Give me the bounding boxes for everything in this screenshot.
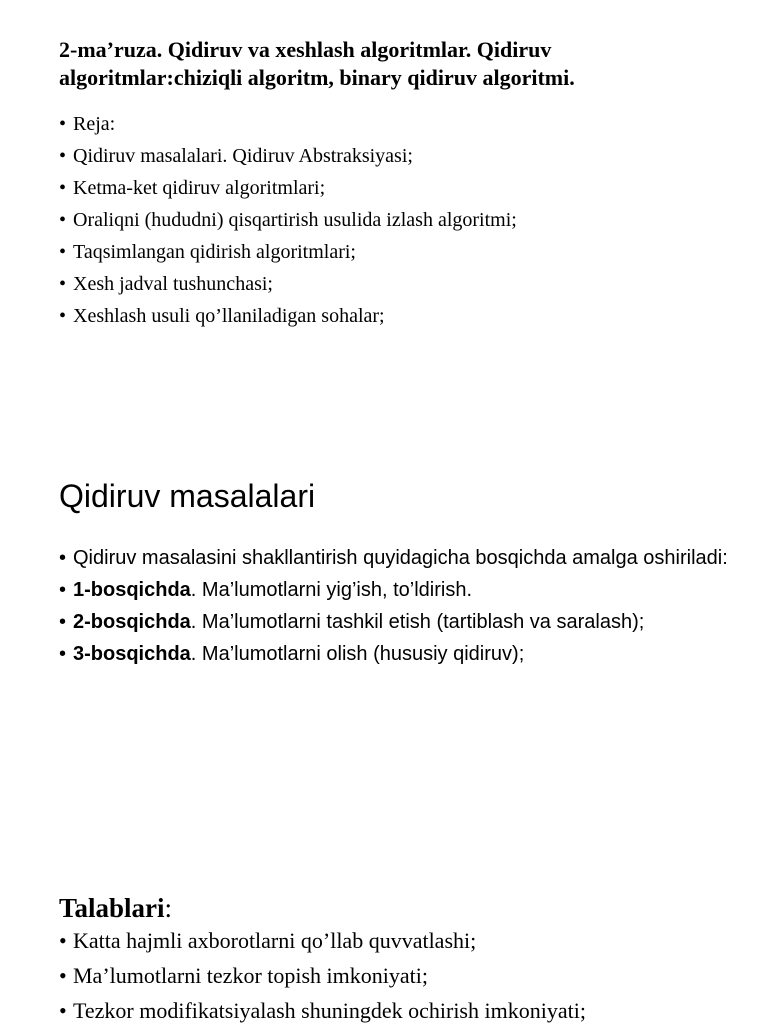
bullet-icon: •: [59, 113, 67, 135]
list-item-text: Taqsimlangan qidirish algoritmlari;: [73, 241, 356, 263]
list-item: [59, 642, 728, 666]
list-item-text: Qidiruv masalasini shakllantirish quyidagicha bosqichda amalga oshiriladi:: [73, 547, 728, 569]
step-label: 1-bosqichda: [73, 579, 191, 601]
slide-search-tasks: [59, 476, 728, 674]
bullet-icon: •: [59, 241, 67, 263]
bullet-icon: •: [59, 963, 67, 988]
list-item-text: Ma’lumotlarni tezkor topish imkoniyati;: [73, 963, 428, 988]
bullet-icon: •: [59, 928, 67, 953]
list-item: [59, 208, 728, 232]
steps-list: [59, 546, 728, 666]
bullet-icon: •: [59, 547, 67, 569]
step-label: 3-bosqichda: [73, 643, 191, 665]
section-title-colon: :: [164, 893, 173, 923]
list-item: [59, 304, 728, 328]
bullet-icon: •: [59, 579, 67, 601]
list-item-text: Xesh jadval tushunchasi;: [73, 273, 273, 295]
bullet-icon: •: [59, 643, 67, 665]
list-item-text: Ketma-ket qidiruv algoritmlari;: [73, 177, 326, 199]
bullet-icon: •: [59, 145, 67, 167]
step-text: . Ma’lumotlarni tashkil etish (tartiblash va saralash);: [190, 611, 645, 633]
list-item-text: Qidiruv masalalari. Qidiruv Abstraksiyasi;: [73, 145, 413, 167]
list-item: [59, 997, 728, 1024]
list-item: [59, 927, 728, 954]
list-item: [59, 112, 728, 136]
list-item: [59, 610, 728, 634]
list-item-text: Katta hajmli axborotlarni qo’llab quvvatlashi;: [73, 928, 477, 953]
list-item: [59, 144, 728, 168]
slide-requirements: [59, 891, 728, 1032]
lecture-title: 2-ma’ruza. Qidiruv va xeshlash algoritmlar. Qidiruv algoritmlar:chiziqli algoritm, binary qidiruv algoritmi.: [59, 37, 575, 90]
list-item-text: Xeshlash usuli qo’llaniladigan sohalar;: [73, 305, 385, 327]
bullet-icon: •: [59, 177, 67, 199]
section-title: Qidiruv masalalari: [59, 478, 316, 514]
step-text: . Ma’lumotlarni yig’ish, to’ldirish.: [190, 579, 472, 601]
step-label: 2-bosqichda: [73, 611, 191, 633]
list-item-text: Reja:: [73, 113, 116, 135]
agenda-list: [59, 112, 728, 328]
list-item: [59, 176, 728, 200]
bullet-icon: •: [59, 273, 67, 295]
list-item-text: Oraliqni (hududni) qisqartirish usulida izlash algoritmi;: [73, 209, 517, 231]
list-item-text: Tezkor modifikatsiyalash shuningdek ochirish imkoniyati;: [73, 998, 586, 1023]
section-title: [59, 891, 728, 925]
step-text: . Ma’lumotlarni olish (hususiy qidiruv);: [190, 643, 525, 665]
requirements-list: [59, 927, 728, 1024]
list-item: [59, 240, 728, 264]
list-item: [59, 546, 728, 570]
slide-agenda: [59, 36, 728, 336]
list-item: [59, 578, 728, 602]
list-item: [59, 962, 728, 989]
bullet-icon: •: [59, 209, 67, 231]
section-title-text: Talablari: [59, 893, 165, 923]
bullet-icon: •: [59, 305, 67, 327]
bullet-icon: •: [59, 998, 67, 1023]
bullet-icon: •: [59, 611, 67, 633]
list-item: [59, 272, 728, 296]
